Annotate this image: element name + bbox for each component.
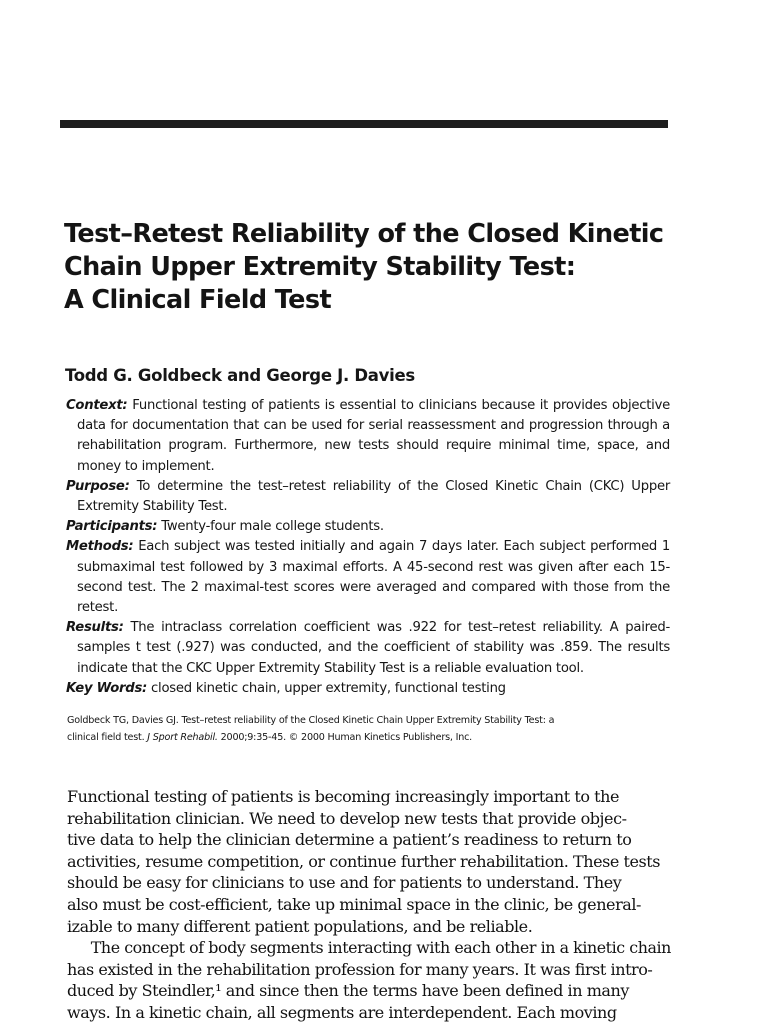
body-text — [67, 786, 671, 1024]
article-title — [64, 218, 684, 317]
abstract-participants — [66, 517, 670, 537]
body-line: should be easy for clinicians to use and for patients to understand. They — [67, 873, 622, 893]
authors: Todd G. Goldbeck and George J. Davies — [65, 366, 415, 385]
body-line: activities, resume competition, or continue further rehabilitation. These tests — [67, 851, 661, 871]
abstract-label: Methods: — [66, 539, 134, 555]
abstract-label: Key Words: — [66, 680, 148, 696]
abstract-purpose — [66, 477, 670, 517]
journal-name: J Sport Rehabil. — [147, 732, 218, 743]
citation-text: 2000;9:35-45. © 2000 Human Kinetics Publishers, Inc. — [217, 732, 473, 743]
abstract-label: Context: — [66, 398, 128, 413]
citation-line — [67, 729, 671, 746]
abstract-label: Results: — [66, 620, 124, 636]
body-line: Functional testing of patients is becoming increasingly important to the — [67, 787, 620, 806]
header-rule — [60, 120, 668, 128]
body-line: has existed in the rehabilitation profession for many years. It was first intro- — [67, 959, 653, 979]
abstract-text: The intraclass correlation coefficient was .922 for test–retest reliability. A paired-samples t test (.927) was conducted, and the coefficient of stability was .859. The results indicate that the CKC Upper Extremity Stability Test is a reliable evaluation tool. — [77, 620, 670, 676]
body-line: ways. In a kinetic chain, all segments are interdependent. Each moving — [67, 1002, 617, 1022]
abstract-text: To determine the test–retest reliability of the Closed Kinetic Chain (CKC) Upper Extremity Stability Test. — [77, 478, 670, 515]
body-line: tive data to help the clinician determine a patient’s readiness to return to — [67, 830, 632, 850]
citation-line: Goldbeck TG, Davies GJ. Test–retest reliability of the Closed Kinetic Chain Upper Extremity Stability Test: a — [67, 715, 555, 726]
abstract-label: Purpose: — [66, 478, 130, 494]
citation-text: clinical field test. — [67, 732, 148, 743]
abstract-key-words — [66, 679, 670, 699]
abstract-results — [66, 618, 670, 679]
body-line: duced by Steindler,¹ and since then the terms have been defined in many — [67, 981, 629, 1001]
abstract-text: Functional testing of patients is essential to clinicians because it provides objective data for documentation that can be used for serial reassessment and progression through a rehabilitation program. Furthermore, new tests should require minimal time, space, and money to implement. — [77, 398, 670, 474]
body-line: rehabilitation clinician. We need to develop new tests that provide objec- — [67, 808, 627, 828]
title-line: Chain Upper Extremity Stability Test: — [64, 252, 576, 282]
abstract-text: Twenty-four male college students. — [161, 519, 384, 535]
abstract-label: Participants: — [66, 519, 158, 535]
title-line: A Clinical Field Test — [64, 285, 332, 315]
abstract — [66, 396, 670, 699]
body-line: also must be cost-efficient, take up minimal space in the clinic, be general- — [67, 894, 641, 914]
body-line: izable to many different patient populations, and be reliable. — [67, 916, 533, 936]
abstract-methods — [66, 537, 670, 618]
body-line: The concept of body segments interacting with each other in a kinetic chain — [90, 938, 671, 958]
citation — [67, 712, 671, 746]
abstract-context — [66, 396, 670, 477]
title-line: Test–Retest Reliability of the Closed Kinetic — [64, 219, 664, 249]
abstract-text: closed kinetic chain, upper extremity, functional testing — [151, 680, 506, 696]
abstract-text: Each subject was tested initially and again 7 days later. Each subject performed 1 submaximal test followed by 3 maximal efforts. A 45-second rest was given after each 15-second test. The 2 maximal-test scores were averaged and compared with those from the retest. — [77, 539, 670, 616]
